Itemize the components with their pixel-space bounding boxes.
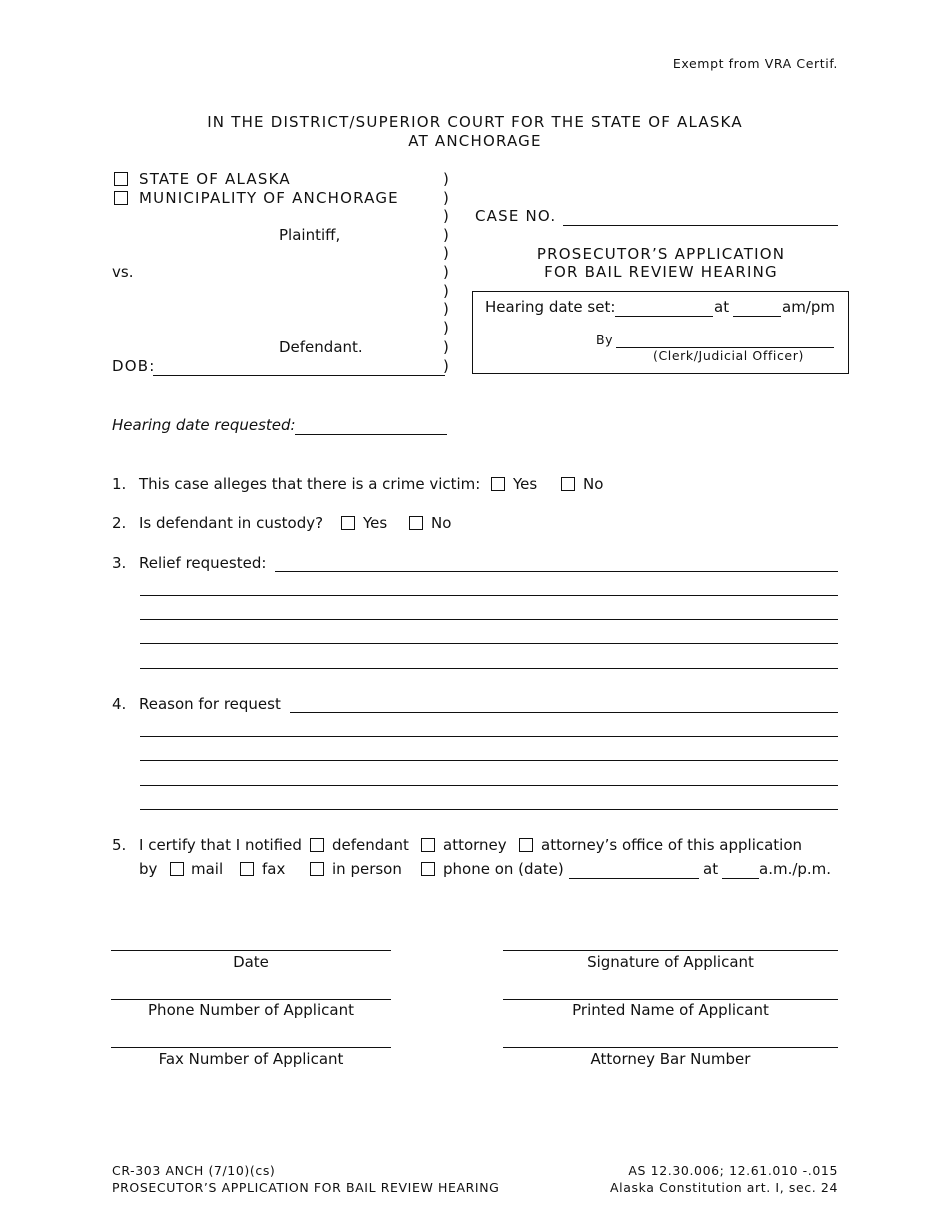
phone-caption: Phone Number of Applicant xyxy=(148,1001,354,1019)
hearing-requested-field[interactable] xyxy=(295,434,447,435)
item-2-number: 2. xyxy=(112,514,127,532)
hearing-requested-label: Hearing date requested: xyxy=(112,416,296,434)
item-5-text: I certify that I notified xyxy=(139,836,302,854)
in-person-checkbox[interactable] xyxy=(310,862,324,876)
item-3-number: 3. xyxy=(112,554,127,572)
court-heading: IN THE DISTRICT/SUPERIOR COURT FOR THE STATE OF ALASKA xyxy=(207,113,743,131)
relief-field-line[interactable] xyxy=(140,643,838,644)
victim-no-label: No xyxy=(583,475,604,493)
mail-label: mail xyxy=(191,860,224,878)
hearing-date-set-field[interactable] xyxy=(615,316,713,317)
notified-office-checkbox[interactable] xyxy=(519,838,533,852)
municipality-label: MUNICIPALITY OF ANCHORAGE xyxy=(139,189,399,207)
printed-name-line[interactable] xyxy=(503,999,838,1000)
caption-paren: ) xyxy=(443,207,449,225)
reason-field-line[interactable] xyxy=(140,736,838,737)
notified-office-label: attorney’s office of this application xyxy=(541,836,803,854)
caption-paren: ) xyxy=(443,170,449,188)
phone-date-field[interactable] xyxy=(569,878,699,879)
caption-paren: ) xyxy=(443,282,449,300)
footer-constitution: Alaska Constitution art. I, sec. 24 xyxy=(610,1180,838,1195)
hearing-date-set-label: Hearing date set: xyxy=(485,298,616,316)
state-of-alaska-checkbox[interactable] xyxy=(114,172,128,186)
victim-yes-checkbox[interactable] xyxy=(491,477,505,491)
mail-checkbox[interactable] xyxy=(170,862,184,876)
item-1-text: This case alleges that there is a crime victim: xyxy=(139,475,481,493)
footer-form-code: CR-303 ANCH (7/10)(cs) xyxy=(112,1163,276,1178)
notified-attorney-checkbox[interactable] xyxy=(421,838,435,852)
caption-paren: ) xyxy=(443,300,449,318)
phone-time-field[interactable] xyxy=(722,878,759,879)
item-2-text: Is defendant in custody? xyxy=(139,514,324,532)
caption-paren: ) xyxy=(443,263,449,281)
reason-field-line[interactable] xyxy=(140,785,838,786)
vs-label: vs. xyxy=(112,263,134,281)
caption-paren: ) xyxy=(443,357,449,375)
notified-defendant-label: defendant xyxy=(332,836,409,854)
hearing-at-label: at xyxy=(714,298,730,316)
reason-field-line[interactable] xyxy=(140,760,838,761)
phone-at-label: at xyxy=(703,860,719,878)
form-title-line2: FOR BAIL REVIEW HEARING xyxy=(544,263,778,281)
exempt-note: Exempt from VRA Certif. xyxy=(672,56,838,71)
defendant-label: Defendant. xyxy=(279,338,363,356)
victim-no-checkbox[interactable] xyxy=(561,477,575,491)
state-of-alaska-label: STATE OF ALASKA xyxy=(139,170,291,188)
relief-field-line[interactable] xyxy=(140,595,838,596)
custody-no-label: No xyxy=(431,514,452,532)
phone-label: phone on (date) xyxy=(443,860,564,878)
custody-yes-label: Yes xyxy=(363,514,388,532)
hearing-time-field[interactable] xyxy=(733,316,781,317)
by-label: By xyxy=(596,332,614,347)
by-method-label: by xyxy=(139,860,158,878)
municipality-checkbox[interactable] xyxy=(114,191,128,205)
item-4-number: 4. xyxy=(112,695,127,713)
fax-caption: Fax Number of Applicant xyxy=(158,1050,344,1068)
dob-label: DOB: xyxy=(112,357,156,375)
printed-name-caption: Printed Name of Applicant xyxy=(572,1001,769,1019)
applicant-signature-caption: Signature of Applicant xyxy=(587,953,754,971)
reason-field-line[interactable] xyxy=(140,809,838,810)
fax-signature-line[interactable] xyxy=(111,1047,391,1048)
footer-statute: AS 12.30.006; 12.61.010 -.015 xyxy=(628,1163,838,1178)
phone-signature-line[interactable] xyxy=(111,999,391,1000)
reason-field-line[interactable] xyxy=(290,712,838,713)
bar-number-caption: Attorney Bar Number xyxy=(590,1050,751,1068)
case-no-field[interactable] xyxy=(563,225,838,226)
applicant-signature-line[interactable] xyxy=(503,950,838,951)
date-caption: Date xyxy=(233,953,269,971)
custody-yes-checkbox[interactable] xyxy=(341,516,355,530)
clerk-officer-label: (Clerk/Judicial Officer) xyxy=(653,348,804,363)
plaintiff-label: Plaintiff, xyxy=(279,226,341,244)
item-3-text: Relief requested: xyxy=(139,554,267,572)
relief-field-line[interactable] xyxy=(140,668,838,669)
phone-checkbox[interactable] xyxy=(421,862,435,876)
hearing-ampm-label: am/pm xyxy=(782,298,835,316)
item-1-number: 1. xyxy=(112,475,127,493)
court-location: AT ANCHORAGE xyxy=(408,132,542,150)
in-person-label: in person xyxy=(332,860,402,878)
custody-no-checkbox[interactable] xyxy=(409,516,423,530)
footer-form-title: PROSECUTOR’S APPLICATION FOR BAIL REVIEW HEARING xyxy=(112,1180,500,1195)
relief-field-line[interactable] xyxy=(140,619,838,620)
bar-number-line[interactable] xyxy=(503,1047,838,1048)
victim-yes-label: Yes xyxy=(513,475,538,493)
phone-ampm-label: a.m./p.m. xyxy=(759,860,832,878)
item-4-text: Reason for request xyxy=(139,695,281,713)
notified-attorney-label: attorney xyxy=(443,836,507,854)
form-title-line1: PROSECUTOR’S APPLICATION xyxy=(536,245,786,263)
fax-label: fax xyxy=(262,860,286,878)
caption-paren: ) xyxy=(443,244,449,262)
caption-paren: ) xyxy=(443,189,449,207)
notified-defendant-checkbox[interactable] xyxy=(310,838,324,852)
fax-checkbox[interactable] xyxy=(240,862,254,876)
relief-field-line[interactable] xyxy=(275,571,838,572)
caption-paren: ) xyxy=(443,319,449,337)
date-signature-line[interactable] xyxy=(111,950,391,951)
case-no-label: CASE NO. xyxy=(475,207,557,225)
caption-paren: ) xyxy=(443,338,449,356)
item-5-number: 5. xyxy=(112,836,127,854)
caption-paren: ) xyxy=(443,226,449,244)
dob-field[interactable] xyxy=(153,375,445,376)
